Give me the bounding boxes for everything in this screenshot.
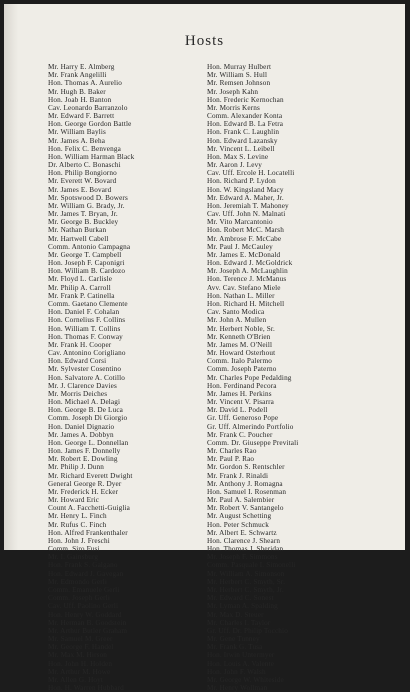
host-name: Mr. Kenneth O'Brien [207,332,271,341]
host-name: Cav. Uff. Ercole H. Locatelli [207,169,295,178]
host-name: Mr. Vincent L. Leibell [207,144,275,153]
host-name: Mr. John A. Mullen [207,316,267,325]
host-name: Mr. Paul J. McCauley [207,242,273,251]
host-name: Mr. Hugh B. Baker [48,87,106,96]
host-name: Hon. Philip Bongiorno [48,169,117,178]
host-name: Mr. James M. O'Neill [207,340,273,349]
host-name: Cav. Uff. John N. Malnati [207,210,286,219]
host-name: Comm. Pasquale I. Simonelli [207,561,296,570]
host-name: Dr. Alberto C. Bonaschi [48,161,121,170]
host-name: Mr. Gordon S. Rentschler [207,463,285,472]
host-name: Comm. Joseph Di Giorgio [48,414,128,423]
host-name: Hon. Edward B. La Fetra [207,120,284,129]
host-name: Hon. John F. Walsh [207,667,266,676]
host-name: Cav. Santo Modica [207,308,265,317]
host-name: Mr. Philip J. Dunn [48,463,105,472]
host-name: Hon. Daniel F. Cohalan [48,308,120,317]
host-name: Hon. Henry W. Goddard [48,610,122,619]
host-name: Hon. Ferdinand Pecora [207,381,277,390]
host-name: Hon. William B. Cardozo [48,267,126,276]
host-name: Mr. Remsen Johnson [207,79,271,88]
host-name: Mr. Anthony J. Romagna [207,479,283,488]
host-name: Mr. Henry L. Finch [48,512,107,521]
host-name: Mr. George W. Whiteside [207,675,284,684]
host-name: Mr. George F. Handel [48,643,114,652]
host-name: Mr. Herbert C. Smyth, Jr. [207,586,284,594]
host-name: Mr. Ambrose F. McCabe [207,234,282,243]
host-name: Mr. Henry Wollman [207,684,268,692]
host-name: Mr. Herman B. Goodstein [48,618,127,627]
host-name: General George R. Dyer [48,479,122,488]
host-name: Hon. Jeremiah T. Mahoney [207,201,289,210]
page-title: Hosts [184,33,225,49]
host-name: Mr. James A. Dobbyn [48,430,114,439]
host-name: Mr. Howard Eric [48,496,100,505]
host-name: Mr. James E. McDonald [207,250,281,259]
host-name: Mr. James A. Beha [48,136,106,145]
host-name: Mr. George T. Campbell [48,250,122,259]
host-name: Hon. George L. Donnellan [48,438,129,447]
host-name: Mr. Frederick H. Ecker [48,487,119,496]
host-name: Mr. Joseph Kahn [207,87,259,96]
host-name: Mr. Lyman A. Spalding [207,602,278,611]
host-name: Mr. Nathan Burkan [48,226,107,235]
host-name: Hon. Irwin Untermyer [207,651,275,660]
host-name: Hon. Michael A. Delagi [48,398,121,407]
host-name: Mr. William G. Brady, Jr. [48,201,125,210]
host-name: Mr. Charles I. Taylor [207,618,271,627]
host-name: Mr. Floyd L. Carlisle [48,275,113,284]
host-name: Mr. Max M. Hirson [48,651,108,660]
host-name: Mr. Everett W. Bovard [48,177,117,186]
host-name: Hon. Peter Schmuck [207,520,269,529]
host-name: Hon. Frederic Kernochan [207,95,284,104]
host-name: Mr. Frank J. Rinaldi [207,471,269,480]
host-name: Mr. Morris Kerns [207,103,260,112]
host-name: Hon. Clarence J. Shearn [207,536,281,545]
host-name: Mr. Robert E. Dowling [48,455,118,464]
host-name: Hon. Thomas J. Sheridan [207,545,284,554]
host-name: Mr. James E. Bovard [48,185,112,194]
host-name: Hon. Salvatore A. Cotillo [48,373,126,382]
host-name: Hon. Robert McC. Marsh [207,226,284,235]
host-name: Cav. Uff. Paolino Gerli [48,602,119,611]
host-name: Hon. Thomas A. Aurelio [48,79,123,88]
host-name: Mr. Gene Tunney [207,635,260,644]
host-name: Mr. Paul P. Rao [207,455,255,464]
host-name: Mr. Frank C. Poucher [207,430,273,439]
host-name: Mr. William A. Simonson [207,569,285,578]
host-name: Mr. Edward F. Barrett [48,112,115,121]
page-binding-shadow [4,4,18,550]
host-name: Hon. William Harman Black [48,152,135,161]
host-name: Hon. George Gordon Battle [48,120,132,129]
host-name: Hon. Nathan L. Miller [207,291,275,300]
host-name: Mr. Max D. Steuer [207,610,264,619]
host-name: Hon. Max S. Levine [207,152,269,161]
program-page [4,4,405,692]
host-name: Comm. Italo Palermo [207,357,272,366]
host-name: Hon. Edward Lazansky [207,136,278,145]
host-name: Mr. Edward C. Sonest [207,594,274,603]
host-name: Hon. Frank S. Galgano [48,561,118,570]
host-name: Hon. Murray Hulbert [207,63,272,71]
hosts-list-left [48,63,134,692]
host-name: Hon. George B. De Luca [48,406,124,415]
hosts-list-right [207,63,298,692]
host-name: Hon. Joseph F. Caponigri [48,259,125,268]
host-name: Hon. James F. Donnelly [48,447,121,456]
host-name: Mr. August Schetting [207,512,272,521]
host-name: Mr. George B. Buckley [48,218,119,227]
host-name: Mr. Spotswood D. Bowers [48,193,128,202]
host-name: Comm. Joseph Paterno [207,365,277,374]
host-name: Mr. Morris Deiches [48,389,108,398]
host-name: Mr. Herbert C. Smyth, Sr. [207,577,286,586]
host-name: Hon. John H. Holden [48,659,113,668]
host-name: Mr. Frank Angelilli [48,71,107,80]
host-name: Mr. Rufus C. Finch [48,520,107,529]
host-name: Mr. Harry E. Almberg [48,63,115,71]
host-name: Mr. James T. Bryan, Jr. [48,210,118,219]
host-name: Mr. Edward A. Maher, Jr. [207,193,284,202]
host-name: Mr. Arthur M. Howe [48,667,111,676]
host-name: Hon. Frank C. Laughlin [207,128,280,137]
host-name: Comm. Antonio Campagna [48,242,131,251]
host-name: Mr. Vincent V. Pisarra [207,398,274,407]
host-name: Gr. Uff. Generoso Pope [207,414,279,423]
host-name: Hon. W. Kingsland Macy [207,185,284,194]
host-name: Hon. Louis A. Valente [207,659,275,668]
host-name: Mr. Frank P. Catinella [48,291,115,300]
host-name: Mr. Samuel M. Greer [48,635,113,644]
host-name: Comm. Emanuele Gerli [48,586,120,594]
host-name: Hon. Daniel Dignazio [48,422,115,431]
host-name: Mr. Howard Osterhout [207,349,276,358]
host-name: Mr. Paul A. Salembier [207,496,275,505]
host-name: Mr. Arthur Butler Graham [48,626,128,635]
host-name: Cav. Leonardo Barranzolo [48,103,128,112]
host-name: Count A. Facchetti-Guiglia [48,504,130,513]
host-name: Mr. J. Clarence Davies [48,381,117,390]
host-name: Avv. Cav. Stefano Miele [207,283,281,292]
host-name: Hon. Richard P. Lydon [207,177,276,186]
host-name: Mr. I. Gainsburg [48,553,99,562]
host-name: Mr. William Baylis [48,128,106,137]
host-name: Mr. Aaron J. Levy [207,161,263,170]
host-name: Hon. William T. Collins [48,324,121,333]
host-name: Hon. Joab H. Banton [48,95,112,104]
host-name: Cav. Antonino Corigliano [48,349,126,358]
host-name: Mr. James H. Perkins [207,389,272,398]
host-name: Hon. Edward J. Gavegan [48,569,124,578]
host-name: Mr. Hartwell Cabell [48,234,109,243]
host-name: Mr. Joseph F. Simmons [207,553,278,562]
host-name: Mr. Sylvester Cosentino [48,365,122,374]
host-name: Hon. Edward Corsi [48,357,107,366]
host-name: Hon. Terence J. McManus [207,275,287,284]
host-name: Hon. Edward J. McGoldrick [207,259,293,268]
host-name: Mr. Herbert Noble, Sr. [207,324,275,333]
host-name: Mr. Robert V. Santangelo [207,504,284,513]
host-name: Mr. Albert E. Schwartz [207,528,277,537]
host-name: Gr. Uff. Almerindo Portfolio [207,422,294,431]
host-name: Hon. Alfred Frankenthaler [48,528,128,537]
host-name: Comm. Alexander Konta [207,112,283,121]
host-name: Mr. William S. Hull [207,71,268,80]
host-name: Mr. Philip A. Carroll [48,283,111,292]
host-name: Mr. Richard Everett Dwight [48,471,133,480]
host-name: Mr. Vito Marcantonio [207,218,273,227]
host-name: Hon. John J. Freschi [48,536,110,545]
host-name: Mr. David L. Podell [207,406,268,415]
host-name: Comm. Siro Fusi [48,545,100,554]
host-name: Mr. Frank H. Cooper [48,340,112,349]
host-name: Comm. Dr. Giuseppe Previtali [207,438,299,447]
host-name: Mr. Allen G. Hoyt [48,675,104,684]
host-name: Hon. Richard H. Mitchell [207,299,285,308]
host-name: Mr. Joseph A. McLaughlin [207,267,288,276]
host-name: Mr. Edmondo Gerli [48,577,108,586]
host-name: Hon. H. Warren Hubbard [48,684,124,692]
host-name: Hon. Felix C. Benvenga [48,144,121,153]
host-name: Hon. Cornelius F. Collins [48,316,126,325]
host-name: Hon. Thomas F. Conway [48,332,123,341]
host-name: Comm. Joseph Gerli [48,594,110,603]
host-name: Comm. Gaetano Clemente [48,299,128,308]
host-name: Hon. Samuel I. Rosenman [207,487,287,496]
host-name: Mr. Charles Rao [207,447,257,456]
host-name: Mr. Frank G. Tusa [207,643,263,652]
host-name: Gr. Uff. Dr. Philip Tocchio [207,626,288,635]
host-name: Mr. Charles Pope Pedalding [207,373,292,382]
